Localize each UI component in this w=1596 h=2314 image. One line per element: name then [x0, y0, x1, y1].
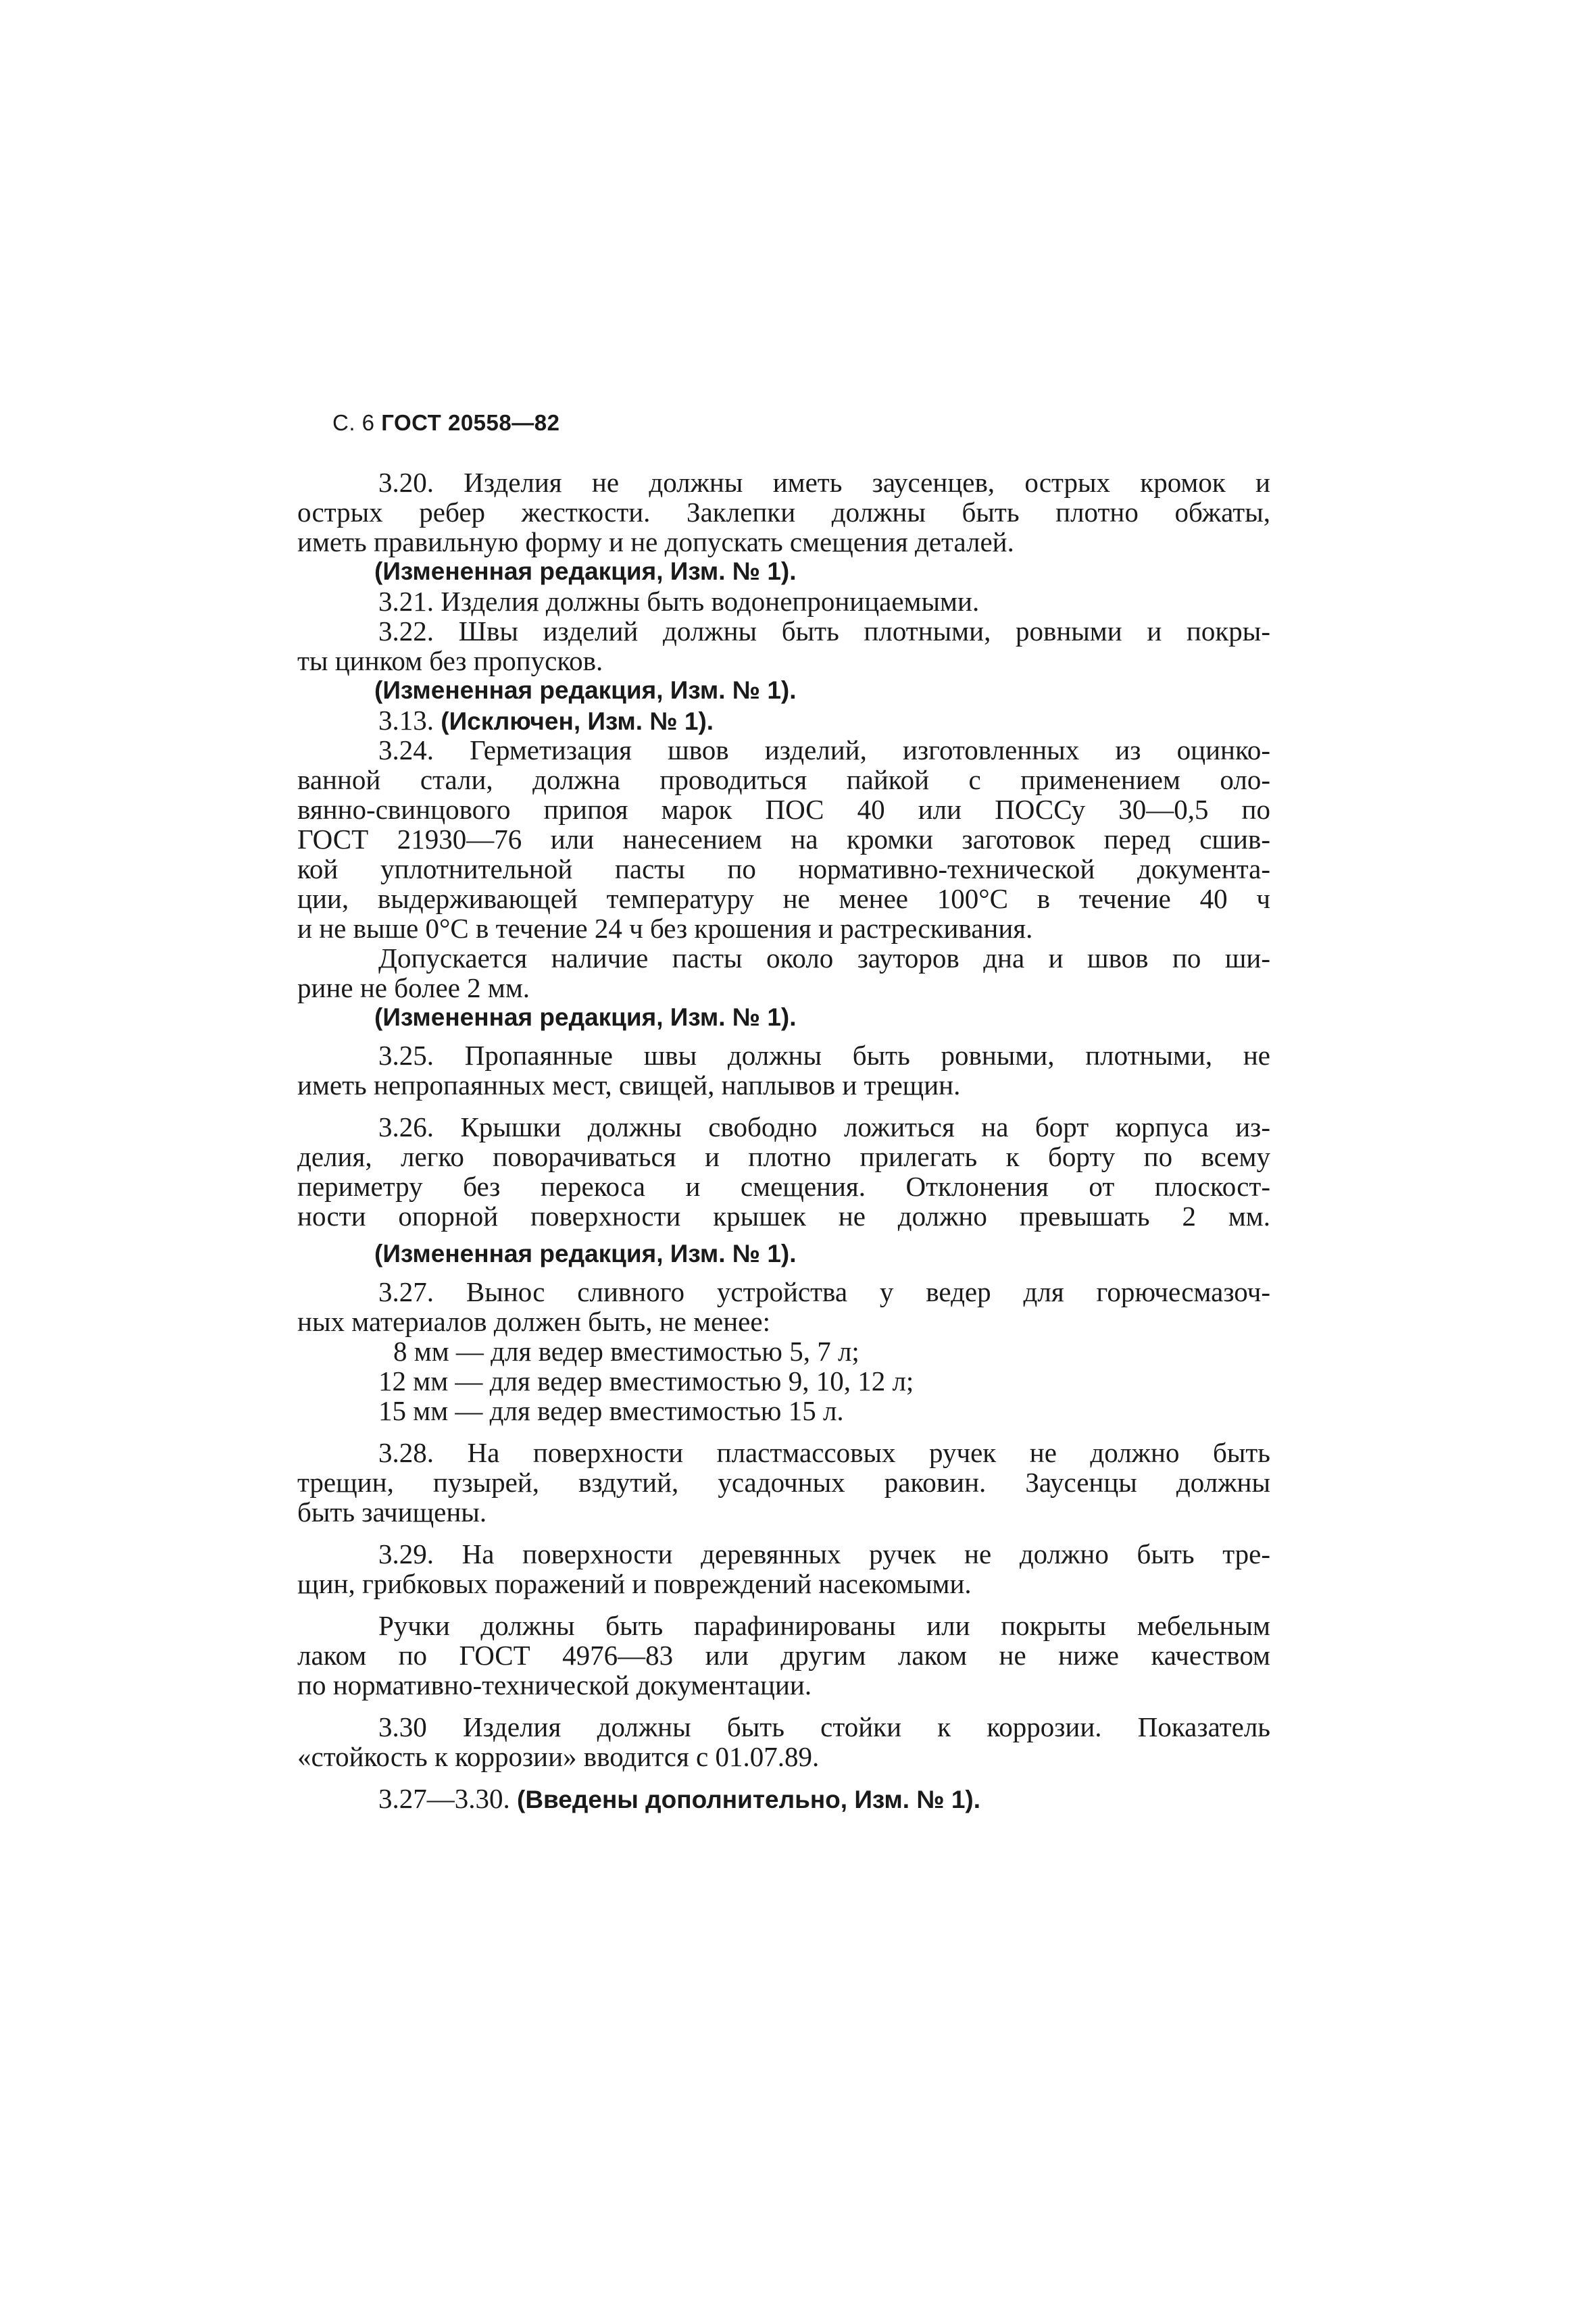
text-line: 3.29. На поверхности деревянных ручек не должно быть тре-	[378, 1538, 1270, 1569]
amendment-note: (Измененная редакция, Изм. № 1).	[374, 1003, 797, 1031]
text-line: «стойкость к коррозии» вводится с 01.07.89.	[297, 1741, 820, 1772]
document-body	[297, 467, 1270, 1814]
excluded-note-bold: (Исключен, Изм. № 1).	[441, 707, 714, 735]
list-item: 15 мм — для ведер вместимостью 15 л.	[378, 1395, 844, 1426]
introduced-note-text	[378, 1783, 980, 1814]
text-line: 3.24. Герметизация швов изделий, изготовленных из оцинко-	[378, 734, 1270, 765]
text-line: 3.26. Крышки должны свободно ложиться на борт корпуса из-	[378, 1111, 1270, 1142]
text-line: 3.27. Вынос сливного устройства у ведер для горючесмазоч-	[378, 1276, 1270, 1307]
text-line: ванной стали, должна проводиться пайкой с применением оло-	[297, 764, 1270, 795]
text-line: ты цинком без пропусков.	[297, 645, 603, 676]
excluded-note	[378, 705, 1270, 735]
amendment-note: (Измененная редакция, Изм. № 1).	[374, 1240, 797, 1267]
text-line: вянно-свинцового припоя марок ПОС 40 или ПОССу 30—0,5 по	[297, 794, 1270, 825]
amendment-note: (Измененная редакция, Изм. № 1).	[374, 557, 797, 585]
text-line: Допускается наличие пасты около зауторов дна и швов по ши-	[378, 942, 1270, 974]
text-line: делия, легко поворачиваться и плотно прилегать к борту по всему	[297, 1141, 1270, 1172]
text-line: 3.22. Швы изделий должны быть плотными, ровными и покры-	[378, 615, 1270, 647]
text-line: ГОСТ 21930—76 или нанесением на кромки заготовок перед сшив-	[297, 824, 1270, 855]
text-line: трещин, пузырей, вздутий, усадочных раковин. Заусенцы должны	[297, 1467, 1270, 1498]
text-line: 3.25. Пропаянные швы должны быть ровными, плотными, не	[378, 1040, 1270, 1071]
introduced-note-bold: (Введены дополнительно, Изм. № 1).	[517, 1786, 981, 1813]
text-line: быть зачищены.	[297, 1496, 487, 1528]
text-line: Ручки должны быть парафинированы или покрыты мебельным	[378, 1610, 1270, 1641]
text-line: ных материалов должен быть, не менее:	[297, 1306, 770, 1337]
text-line: 3.21. Изделия должны быть водонепроницаемыми.	[378, 586, 980, 617]
text-line: щин, грибковых поражений и повреждений насекомыми.	[297, 1568, 972, 1599]
text-line: иметь правильную форму и не допускать смещения деталей.	[297, 526, 1014, 557]
text-line: и не выше 0°С в течение 24 ч без крошения и растрескивания.	[297, 913, 1033, 944]
amendment-note: (Измененная редакция, Изм. № 1).	[374, 676, 797, 704]
text-line: по нормативно-технической документации.	[297, 1669, 812, 1701]
list-item: 8 мм — для ведер вместимостью 5, 7 л;	[393, 1336, 859, 1367]
introduced-note-range: 3.27—3.30.	[378, 1783, 517, 1814]
text-line: лаком по ГОСТ 4976—83 или другим лаком не ниже качеством	[297, 1640, 1270, 1671]
text-line: 3.20. Изделия не должны иметь заусенцев, острых кромок и	[378, 467, 1270, 498]
text-line: иметь непропаянных мест, свищей, наплывов и трещин.	[297, 1070, 961, 1101]
text-line: 3.30 Изделия должны быть стойки к коррозии. Показатель	[378, 1711, 1270, 1742]
excluded-note-number: 3.13.	[378, 705, 441, 736]
list-item: 12 мм — для ведер вместимостью 9, 10, 12 л;	[378, 1365, 914, 1397]
text-line: кой уплотнительной пасты по нормативно-технической документа-	[297, 853, 1270, 884]
page-header	[332, 410, 559, 436]
text-line: острых ребер жесткости. Заклепки должны быть плотно обжаты,	[297, 497, 1270, 528]
standard-title: ГОСТ 20558—82	[381, 410, 560, 435]
text-line: ности опорной поверхности крышек не должно превышать 2 мм.	[297, 1201, 1270, 1232]
text-line: 3.28. На поверхности пластмассовых ручек не должно быть	[378, 1437, 1270, 1468]
introduced-note	[378, 1784, 1270, 1813]
text-line: ции, выдерживающей температуру не менее 100°С в течение 40 ч	[297, 883, 1270, 914]
text-line: рине не более 2 мм.	[297, 972, 530, 1003]
page-number: С. 6	[332, 410, 375, 435]
text-line: периметру без перекоса и смещения. Отклонения от плоскост-	[297, 1171, 1270, 1202]
